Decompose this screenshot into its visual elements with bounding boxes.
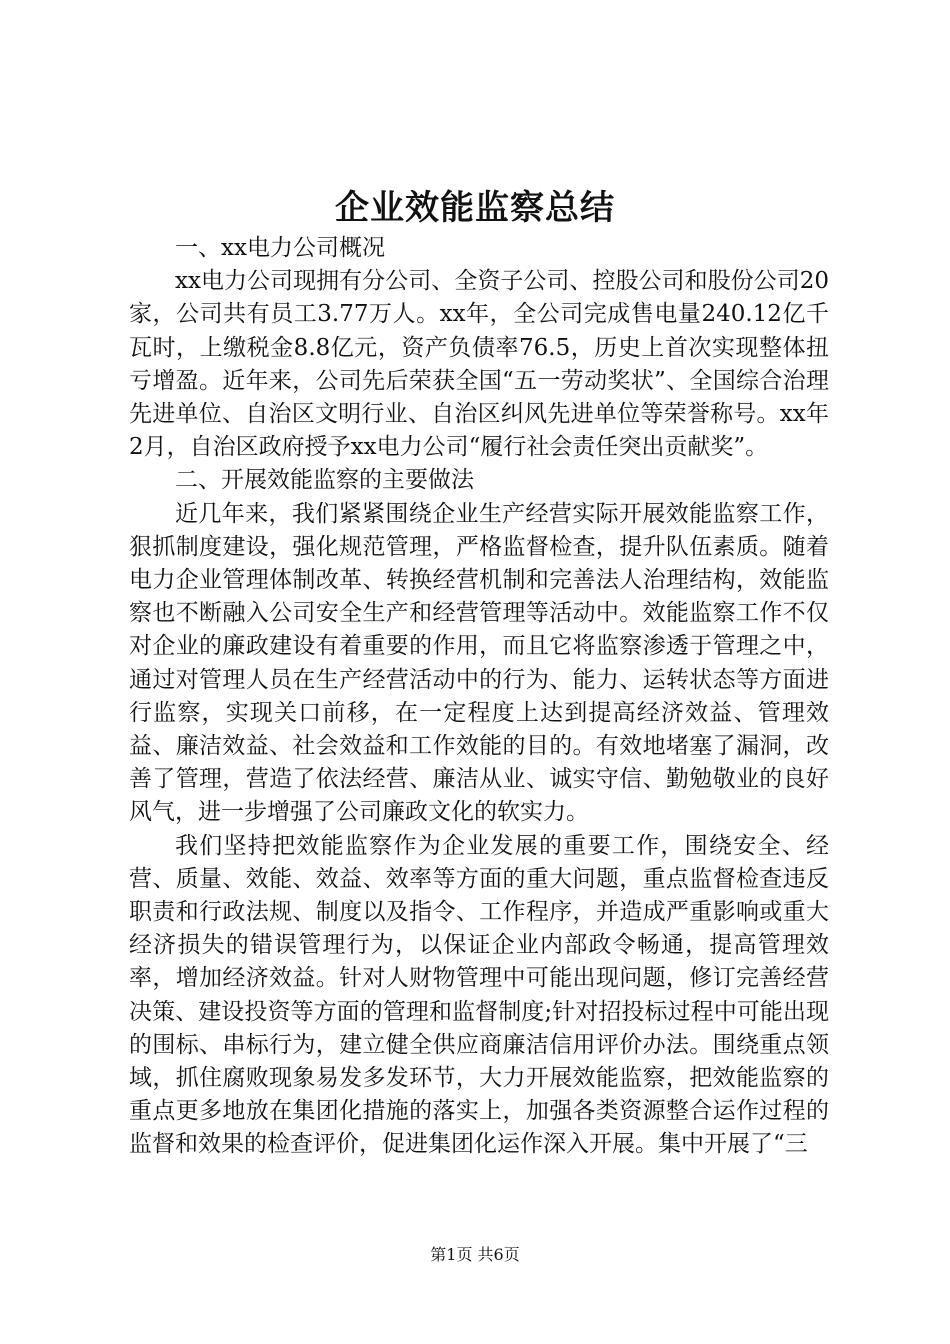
document-body: [129, 232, 829, 1162]
section1-paragraph: xx电力公司现拥有分公司、全资子公司、控股公司和股份公司20家，公司共有员工3.77万人。xx年，全公司完成售电量240.12亿千瓦时，上缴税金8.8亿元，资产负债率76.5，历史上首次实现整体扭亏增盈。近年来，公司先后荣获全国“五一劳动奖状”、全国综合治理先进单位、自治区文明行业、自治区纠风先进单位等荣誉称号。xx年2月，自治区政府授予xx电力公司“履行社会责任突出贡献奖”。: [129, 268, 829, 461]
section2-heading: 二、开展效能监察的主要做法: [175, 467, 474, 494]
section1-heading: 一、xx电力公司概况: [175, 235, 385, 261]
document-title: 企业效能监察总结: [335, 188, 615, 228]
section2-paragraph-2: 我们坚持把效能监察作为企业发展的重要工作，围绕安全、经营、质量、效能、效益、效率等方面的重大问题，重点监督检查违反职责和行政法规、制度以及指令、工作程序，并造成严重影响或重大经济损失的错误管理行为，以保证企业内部政令畅通，提高管理效率，增加经济效益。针对人财物管理中可能出现问题，修订完善经营决策、建设投资等方面的管理和监督制度;针对招投标过程中可能出现的围标、串标行为，建立健全供应商廉洁信用评价办法。围绕重点领域，抓住腐败现象易发多发环节，大力开展效能监察，把效能监察的重点更多地放在集团化措施的落实上，加强各类资源整合运作过程的监督和效果的检查评价，促进集团化运作深入开展。集中开展了“三: [129, 832, 829, 1158]
page-footer: 第1页 共6页: [430, 1245, 520, 1264]
section2-paragraph-1: 近几年来，我们紧紧围绕企业生产经营实际开展效能监察工作，狠抓制度建设，强化规范管理，严格监督检查，提升队伍素质。随着电力企业管理体制改革、转换经营机制和完善法人治理结构，效能监察也不断融入公司安全生产和经营管理等活动中。效能监察工作不仅对企业的廉政建设有着重要的作用，而且它将监察渗透于管理之中，通过对管理人员在生产经营活动中的行为、能力、运转状态等方面进行监察，实现关口前移，在一定程度上达到提高经济效益、管理效益、廉洁效益、社会效益和工作效能的目的。有效地堵塞了漏洞，改善了管理，营造了依法经营、廉洁从业、诚实守信、勤勉敬业的良好风气，进一步增强了公司廉政文化的软实力。: [129, 500, 829, 826]
